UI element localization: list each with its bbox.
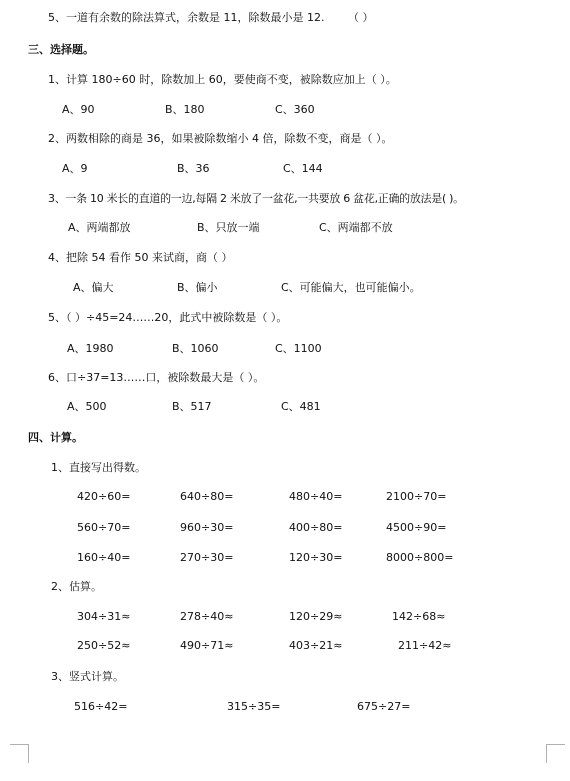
question-stem: 6、口÷37=13……口，被除数最大是（ ）。 xyxy=(48,371,265,384)
option-c: C、360 xyxy=(275,103,315,116)
problem: 560÷70= xyxy=(77,521,131,534)
option-a: A、500 xyxy=(67,400,107,413)
option-c: C、两端都不放 xyxy=(319,221,393,234)
problem: 270÷30= xyxy=(180,551,234,564)
option-a: A、1980 xyxy=(67,342,114,355)
question-stem: 5、（ ）÷45=24……20，此式中被除数是（ ）。 xyxy=(48,311,288,324)
problem: 211÷42≈ xyxy=(398,639,452,652)
option-b: B、偏小 xyxy=(177,281,218,294)
option-c: C、1100 xyxy=(275,342,322,355)
subsection-title: 3、竖式计算。 xyxy=(51,670,124,683)
problem: 4500÷90= xyxy=(386,521,447,534)
problem: 480÷40= xyxy=(289,490,343,503)
problem: 304÷31≈ xyxy=(77,610,131,623)
problem: 120÷30= xyxy=(289,551,343,564)
question-stem: 2、两数相除的商是 36，如果被除数缩小 4 倍，除数不变，商是（ ）。 xyxy=(48,132,393,145)
problem: 2100÷70= xyxy=(386,490,447,503)
problem: 490÷71≈ xyxy=(180,639,234,652)
section-heading-calc: 四、计算。 xyxy=(28,431,83,444)
option-b: B、1060 xyxy=(172,342,219,355)
problem: 400÷80= xyxy=(289,521,343,534)
page-corner-mark-left xyxy=(10,744,29,763)
subsection-title: 2、估算。 xyxy=(51,580,102,593)
answer-paren: （ ） xyxy=(347,11,374,24)
problem: 250÷52≈ xyxy=(77,639,131,652)
problem: 120÷29≈ xyxy=(289,610,343,623)
question-stem: 3、一条 10 米长的直道的一边,每隔 2 米放了一盆花,一共要放 6 盆花,正确的放法是( )。 xyxy=(48,192,464,205)
option-a: A、两端都放 xyxy=(68,221,131,234)
problem: 278÷40≈ xyxy=(180,610,234,623)
subsection-title: 1、直接写出得数。 xyxy=(51,461,146,474)
question-stem: 4、把除 54 看作 50 来试商，商（ ） xyxy=(48,251,233,264)
problem: 315÷35= xyxy=(227,700,281,713)
question-text: 5、一道有余数的除法算式，余数是 11，除数最小是 12. xyxy=(48,11,325,24)
problem: 8000÷800= xyxy=(386,551,454,564)
problem: 640÷80= xyxy=(180,490,234,503)
option-c: C、481 xyxy=(281,400,321,413)
section-heading-choice: 三、选择题。 xyxy=(28,43,94,56)
option-a: A、90 xyxy=(62,103,95,116)
option-a: A、9 xyxy=(62,162,88,175)
option-a: A、偏大 xyxy=(73,281,114,294)
option-b: B、180 xyxy=(165,103,205,116)
option-c: C、可能偏大，也可能偏小。 xyxy=(281,281,421,294)
problem: 675÷27= xyxy=(357,700,411,713)
problem: 960÷30= xyxy=(180,521,234,534)
problem: 142÷68≈ xyxy=(392,610,446,623)
option-b: B、517 xyxy=(172,400,212,413)
question-5-remainder xyxy=(48,11,373,25)
problem: 403÷21≈ xyxy=(289,639,343,652)
option-c: C、144 xyxy=(283,162,323,175)
option-b: B、只放一端 xyxy=(197,221,260,234)
problem: 160÷40= xyxy=(77,551,131,564)
problem: 420÷60= xyxy=(77,490,131,503)
problem: 516÷42= xyxy=(74,700,128,713)
page-corner-mark-right xyxy=(546,744,565,763)
question-stem: 1、计算 180÷60 时，除数加上 60，要使商不变，被除数应加上（ ）。 xyxy=(48,73,397,86)
option-b: B、36 xyxy=(177,162,210,175)
